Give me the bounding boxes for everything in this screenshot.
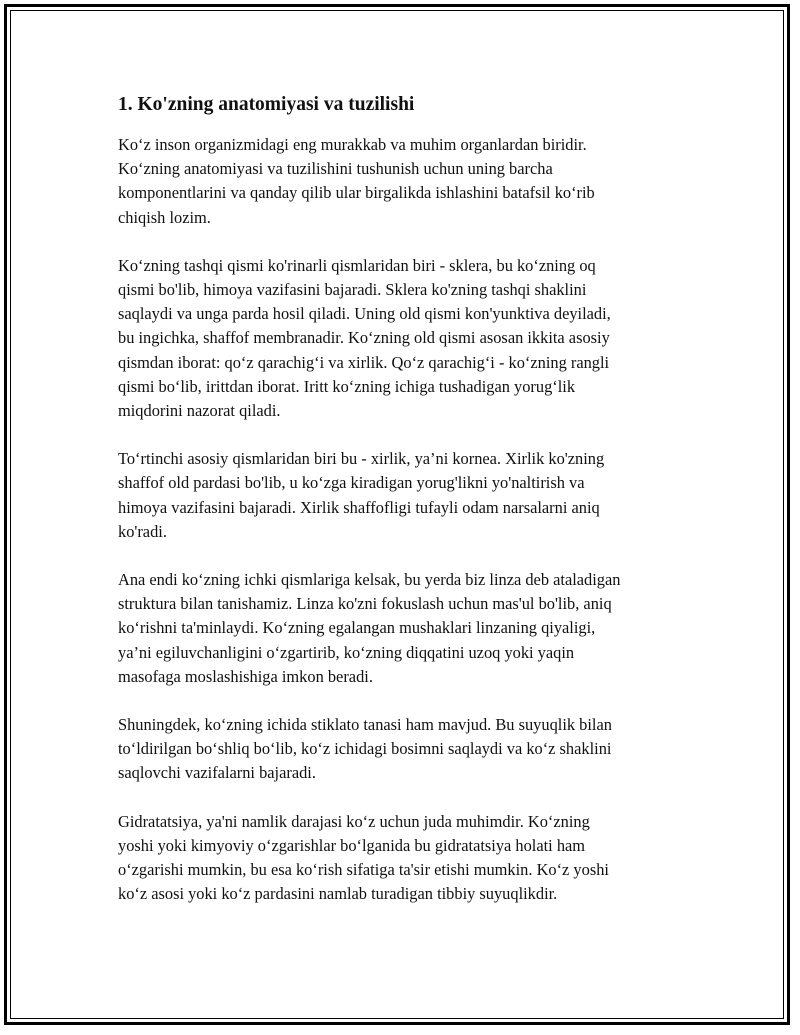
paragraph-line: Ko‘zning anatomiyasi va tuzilishini tushunish uchun uning barcha [118,159,553,179]
paragraph-line: Shuningdek, ko‘zning ichida stiklato tanasi ham mavjud. Bu suyuqlik bilan [118,715,612,735]
paragraph-line: qismdan iborat: qo‘z qarachig‘i va xirlik. Qo‘z qarachig‘i - ko‘zning rangli [118,352,610,372]
paragraph-line: Ko‘z inson organizmidagi eng murakkab va muhim organlardan biridir. [118,135,587,154]
paragraph-line: ya’ni egiluvchanligini o‘zgartirib, ko‘zning diqqatini uzoq yoki yaqin [118,642,575,662]
paragraph-line: struktura bilan tanishamiz. Linza ko'zni fokuslash uchun mas'ul bo'lib, aniq [118,594,612,614]
paragraph-line: To‘rtinchi asosiy qismlaridan biri bu - xirlik, ya’ni kornea. Xirlik ko'zning [118,449,605,469]
document-body [118,92,678,930]
paragraph-3 [118,447,678,544]
paragraph-6 [118,810,678,907]
paragraph-line: ko‘z asosi yoki ko‘z pardasini namlab turadigan tibbiy suyuqlikdir. [118,884,558,904]
paragraph-line: qismi bo'lib, himoya vazifasini bajaradi. Sklera ko'zning tashqi shaklini [118,280,587,300]
paragraph-line: o‘zgarishi mumkin, bu esa ko‘rish sifatiga ta'sir etishi mumkin. Ko‘z yoshi [118,860,609,880]
paragraph-line: masofaga moslashishiga imkon beradi. [118,666,373,686]
paragraph-line: saqlaydi va unga parda hosil qiladi. Uning old qismi kon'yunktiva deyiladi, [118,304,611,324]
paragraph-line: bu ingichka, shaffof membranadir. Ko‘zning old qismi asosan ikkita asosiy [118,328,610,348]
paragraph-line: miqdorini nazorat qiladi. [118,401,281,421]
paragraph-1 [118,133,678,230]
paragraph-2 [118,254,678,423]
paragraph-line: komponentlarini va qanday qilib ular birgalikda ishlashini batafsil ko‘rib [118,183,595,203]
paragraph-line: Ana endi ko‘zning ichki qismlariga kelsak, bu yerda biz linza deb ataladigan [118,570,621,590]
paragraph-list [118,133,678,906]
paragraph-line: saqlovchi vazifalarni bajaradi. [118,763,316,783]
paragraph-line: Ko‘zning tashqi qismi ko'rinarli qismlaridan biri - sklera, bu ko‘zning oq [118,255,596,275]
paragraph-line: yoshi yoki kimyoviy o‘zgarishlar bo‘lganida bu gidratatsiya holati ham [118,835,586,855]
paragraph-line: ko'radi. [118,521,167,541]
paragraph-4 [118,568,678,689]
document-title: 1. Ko'zning anatomiyasi va tuzilishi [118,94,415,115]
paragraph-line: chiqish lozim. [118,207,211,227]
paragraph-line: to‘ldirilgan bo‘shliq bo‘lib, ko‘z ichidagi bosimni saqlaydi va ko‘z shaklini [118,739,612,759]
paragraph-line: shaffof old pardasi bo'lib, u ko‘zga kiradigan yorug'likni yo'naltirish va [118,473,585,493]
paragraph-5 [118,713,678,786]
paragraph-line: Gidratatsiya, ya'ni namlik darajasi ko‘z uchun juda muhimdir. Ko‘zning [118,811,590,831]
paragraph-line: himoya vazifasini bajaradi. Xirlik shaffofligi tufayli odam narsalarni aniq [118,497,600,517]
paragraph-line: ko‘rishni ta'minlaydi. Ko‘zning egalangan mushaklari linzaning qiyaligi, [118,618,596,638]
paragraph-line: qismi bo‘lib, irittdan iborat. Iritt ko‘zning ichiga tushadigan yorug‘lik [118,376,576,396]
